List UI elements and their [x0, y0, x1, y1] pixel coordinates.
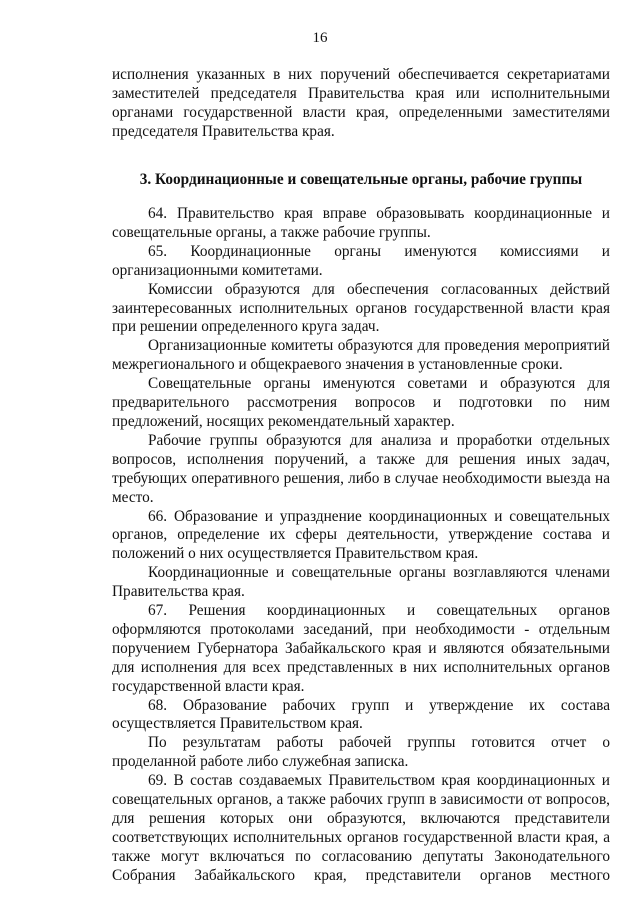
paragraph-working-groups: Рабочие группы образуются для анализа и проработки отдельных вопросов, исполнения поручений, а также для решения иных задач, требующих оперативного решения, либо в случае необходимости выезда на место. — [112, 431, 610, 506]
paragraph-report: По результатам работы рабочей группы готовится отчет о проделанной работе либо служебная записка. — [112, 734, 610, 771]
paragraph-67: 67. Решения координационных и совещательных органов оформляются протоколами заседаний, при необходимости - отдельным поручением Губернатора Забайкальского края и являются обязательными для исполнения для всех представленных в них исполнительных органов государственной власти края. — [112, 602, 610, 695]
paragraph-69: 69. В состав создаваемых Правительством края координационных и совещательных органов, а также рабочих групп в зависимости от вопросов, для решения которых они образуются, включаются представители соответствующих исполнительных органов государственной власти края, а также могут включаться по согласованию депутаты Законодательного Собрания Забайкальского края, представители органов местного — [112, 772, 610, 884]
paragraph-commissions: Комиссии образуются для обеспечения согласованных действий заинтересованных исполнительных органов государственной власти края при решении определенного круга задач. — [112, 280, 610, 336]
section-body — [112, 205, 610, 886]
paragraph-66: 66. Образование и упразднение координационных и совещательных органов, определение их сферы деятельности, утверждение состава и положений о них осуществляется Правительством края. — [112, 507, 610, 563]
section-title: 3. Координационные и совещательные органы, рабочие группы — [139, 171, 583, 188]
intro-block — [112, 66, 610, 142]
intro-paragraph: исполнения указанных в них поручений обеспечивается секретариатами заместителей председателя Правительства края или исполнительными органами государственной власти края, определенными заместителями председателя Правительства края. — [112, 66, 610, 140]
paragraph-org-committees: Организационные комитеты образуются для проведения мероприятий межрегионального и общекраевого значения в установленные сроки. — [112, 337, 610, 374]
paragraph-advisory-bodies: Совещательные органы именуются советами и образуются для предварительного рассмотрения вопросов и подготовки по ним предложений, носящих рекомендательный характер. — [112, 375, 610, 430]
paragraph-heads: Координационные и совещательные органы возглавляются членами Правительства края. — [112, 564, 610, 601]
paragraph-68: 68. Образование рабочих групп и утверждение их состава осуществляется Правительством края. — [112, 696, 610, 733]
page-number: 16 — [312, 30, 328, 46]
paragraph-65: 65. Координационные органы именуются комиссиями и организационными комитетами. — [112, 242, 610, 279]
paragraph-64: 64. Правительство края вправе образовывать координационные и совещательные органы, а также рабочие группы. — [112, 205, 610, 241]
